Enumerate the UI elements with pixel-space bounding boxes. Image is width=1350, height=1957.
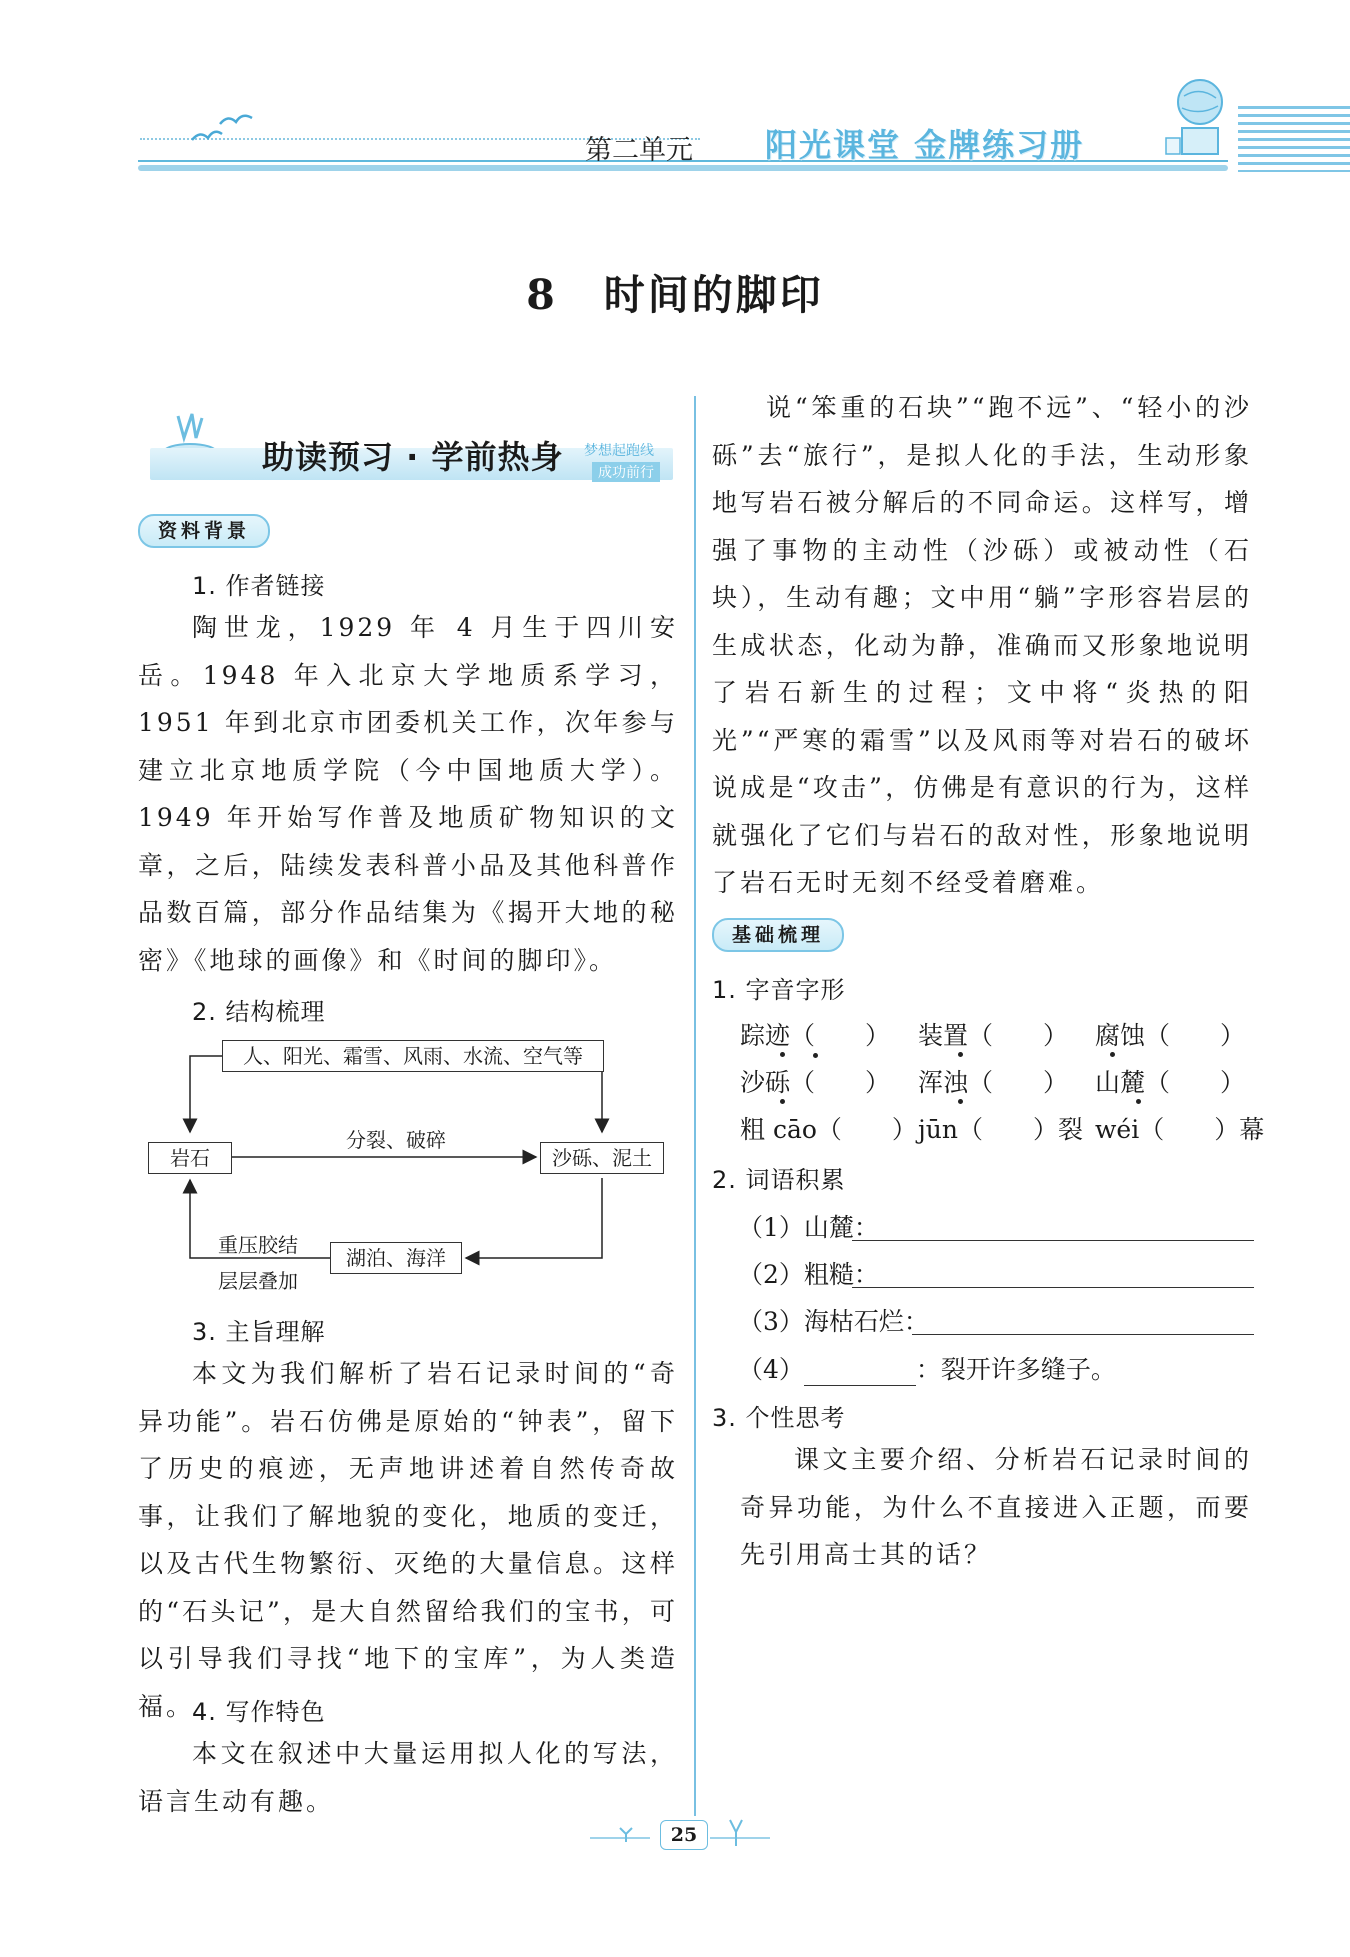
main-idea-paragraph — [138, 1350, 678, 1730]
heading-structure: 2. 结构梳理 — [192, 998, 326, 1026]
diagram-sand-box: 沙砾、泥土 — [540, 1142, 664, 1174]
pinyin-item-1-text: 粗 cāo（ ） — [740, 1115, 917, 1144]
diagram-label-split: 分裂、破碎 — [346, 1128, 446, 1152]
author-paragraph — [138, 604, 678, 984]
vocab-answer-2[interactable] — [852, 1261, 1254, 1288]
pinyin-item-3-text: wéi（ ）幕 — [1095, 1115, 1265, 1144]
tag-basics: 基础梳理 — [712, 918, 844, 952]
author-text: 陶世龙，1929 年 4 月生于四川安岳。1948 年入北京大学地质系学习，1951 年到北京市团委机关工作，次年参与建立北京地质学院（今中国地质大学）。1949 年开始写作普及地质矿物知识的文章，之后，陆续发表科普小品及其他科普作品数百篇，部分作品结集为《揭开大地的秘密》《地球的画像》和《时间的脚印》。 — [138, 613, 678, 975]
writing-style-continued-text: 说“笨重的石块”“跑不远”、“轻小的沙砾”去“旅行”，是拟人化的手法，生动形象地写岩石被分解后的不同命运。这样写，增强了事物的主动性（沙砾）或被动性（石块），生动有趣；文中用“躺”字形容岩层的生成状态，化动为静，准确而又形象地说明了岩石新生的过程；文中将“炎热的阳光”“严寒的霜雪”以及风雨等对岩石的破坏说成是“攻击”，仿佛是有意识的行为，这样就强化了它们与岩石的敌对性，形象地说明了岩石无时无刻不经受着磨难。 — [712, 393, 1252, 897]
heading-personal-thinking: 3. 个性思考 — [712, 1404, 846, 1432]
vocab-item-4 — [738, 1350, 1116, 1386]
pron-item-5[interactable] — [918, 1063, 1068, 1099]
thinking-question-text: 课文主要介绍、分析岩石记录时间的奇异功能，为什么不直接进入正题，而要先引用高士其的话？ — [740, 1445, 1252, 1569]
tag-background-info: 资料背景 — [138, 514, 270, 548]
writing-style-text: 本文在叙述中大量运用拟人化的写法，语言生动有趣。 — [138, 1739, 678, 1816]
emphasis-dot — [958, 1052, 963, 1057]
thinking-question — [740, 1436, 1252, 1579]
vocab-item-1-label: （1）山麓： — [738, 1213, 879, 1242]
vocab-item-2-label: （2）粗糙： — [738, 1260, 879, 1289]
emphasis-dot — [1136, 1099, 1141, 1104]
vocab-item-4-prefix: （4） — [738, 1355, 804, 1384]
emphasis-dot — [780, 1052, 785, 1057]
pinyin-item-2[interactable] — [918, 1110, 1083, 1146]
globe-trophy-icon — [1160, 72, 1232, 162]
pron-item-1-text: 踪迹（ ） — [740, 1021, 891, 1050]
lesson-title — [0, 262, 1350, 321]
pron-item-5-text: 浑浊（ ） — [918, 1068, 1069, 1097]
vocab-answer-1[interactable] — [852, 1214, 1254, 1241]
column-divider — [694, 396, 696, 1816]
lesson-number: 8 — [526, 271, 558, 319]
pron-item-2-text: 装置（ ） — [918, 1021, 1069, 1050]
diagram-label-pressure: 重压胶结 — [218, 1233, 298, 1257]
pinyin-item-3[interactable] — [1095, 1110, 1264, 1146]
pinyin-item-2-text: jūn（ ）裂 — [918, 1115, 1083, 1144]
heading-pronunciation: 1. 字音字形 — [712, 976, 846, 1004]
birds-icon — [190, 110, 260, 150]
heading-vocabulary: 2. 词语积累 — [712, 1166, 846, 1194]
section-banner-title: 助读预习 · 学前热身 — [262, 438, 564, 476]
emphasis-dot — [780, 1099, 785, 1104]
page-number: 25 — [660, 1820, 708, 1850]
banner-subtitle-badge: 成功前行 — [592, 462, 660, 482]
vocab-item-3 — [738, 1302, 929, 1338]
pron-item-3-text: 腐蚀（ ） — [1095, 1021, 1246, 1050]
pron-item-6[interactable] — [1095, 1063, 1245, 1099]
vocab-item-3-label: （3）海枯石烂： — [738, 1307, 929, 1336]
vocab-item-4-suffix: ：裂开许多缝子。 — [915, 1355, 1116, 1384]
emphasis-dot — [1110, 1052, 1115, 1057]
pron-item-1[interactable] — [740, 1016, 890, 1052]
pron-item-4-text: 沙砾（ ） — [740, 1068, 891, 1097]
heading-writing-style: 4. 写作特色 — [192, 1698, 326, 1726]
pron-item-2[interactable] — [918, 1016, 1068, 1052]
vocab-answer-4[interactable] — [804, 1359, 916, 1386]
lesson-name: 时间的脚印 — [603, 271, 824, 319]
emphasis-dot — [958, 1099, 963, 1104]
unit-label: 第二单元 — [585, 135, 693, 166]
pron-item-6-text: 山麓（ ） — [1095, 1068, 1246, 1097]
pron-item-4[interactable] — [740, 1063, 890, 1099]
series-title: 阳光课堂 金牌练习册 — [765, 126, 1085, 164]
vocab-answer-3[interactable] — [912, 1308, 1254, 1335]
pron-item-3[interactable] — [1095, 1016, 1245, 1052]
heading-author-link: 1. 作者链接 — [192, 572, 326, 600]
heading-main-idea: 3. 主旨理解 — [192, 1318, 326, 1346]
diagram-rock-box: 岩石 — [148, 1142, 232, 1174]
writing-style-continued — [712, 384, 1252, 907]
banner-subtitle: 梦想起跑线 — [584, 443, 654, 459]
pinyin-item-1[interactable] — [740, 1110, 917, 1146]
diagram-lake-box: 湖泊、海洋 — [330, 1242, 462, 1274]
diagram-label-layering: 层层叠加 — [218, 1269, 298, 1293]
diagram-forces-box: 人、阳光、霜雪、风雨、水流、空气等 — [222, 1040, 604, 1072]
header-stripes — [1238, 106, 1350, 172]
structure-diagram — [140, 1032, 680, 1302]
main-idea-text: 本文为我们解析了岩石记录时间的“奇异功能”。岩石仿佛是原始的“钟表”，留下了历史的痕迹，无声地讲述着自然传奇故事，让我们了解地貌的变化，地质的变迁，以及古代生物繁衍、灭绝的大量信息。这样的“石头记”，是大自然留给我们的宝书，可以引导我们寻找“地下的宝库”，为人类造福。 — [138, 1359, 678, 1721]
